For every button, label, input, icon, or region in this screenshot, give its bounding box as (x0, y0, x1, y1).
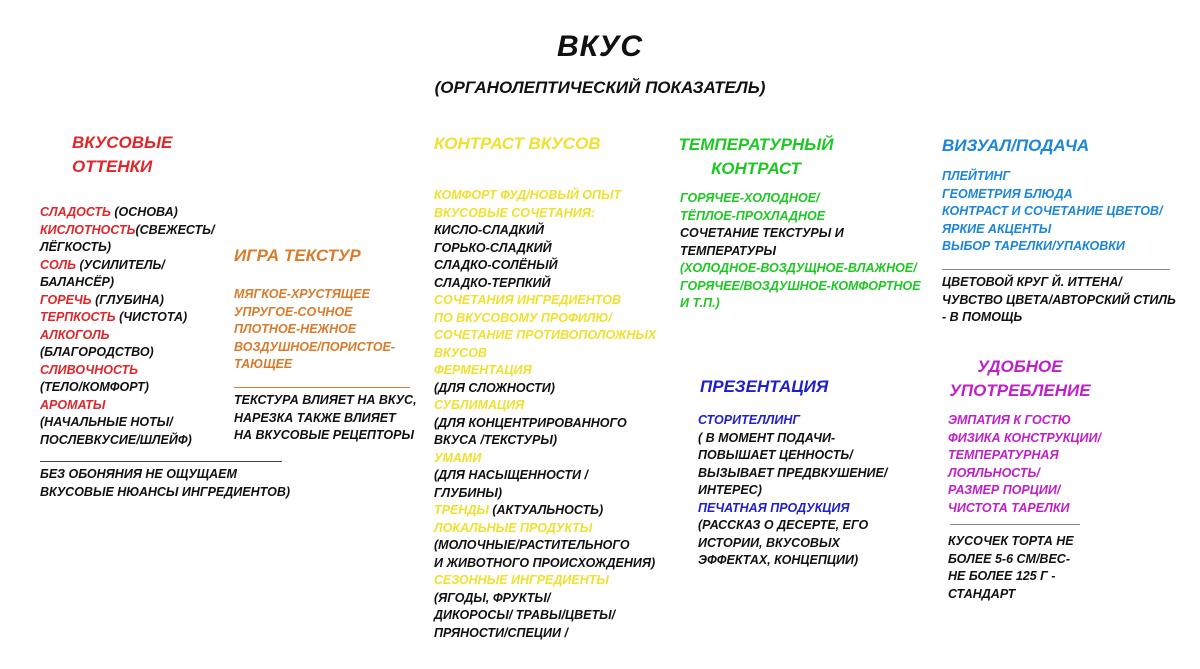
list-item: ТЕМПЕРАТУРНАЯ (948, 448, 1059, 462)
list-item: ГЕОМЕТРИЯ БЛЮДА (942, 186, 1073, 201)
list-item: ЯРКИЕ АКЦЕНТЫ (942, 221, 1052, 236)
divider (942, 269, 1170, 270)
text-segment: ЛОКАЛЬНЫЕ ПРОДУКТЫ (434, 520, 593, 535)
list-item (40, 274, 214, 292)
text-segment: (ДЛЯ КОНЦЕНТРИРОВАННОГО (434, 415, 627, 430)
text-segment: ТЕРПКОСТЬ (40, 310, 116, 324)
list-item (698, 430, 887, 448)
list-item: УПРУГОЕ-СОЧНОЕ (234, 304, 353, 319)
list-item (698, 412, 887, 430)
note-line: ТЕКСТУРА ВЛИЯЕТ НА ВКУС, (234, 393, 417, 407)
list-item (434, 520, 656, 538)
text-segment: КИСЛО-СЛАДКИЙ (434, 223, 544, 237)
list-item (434, 432, 656, 450)
list-item (434, 572, 656, 590)
list-item: КОНТРАСТ И СОЧЕТАНИЕ ЦВЕТОВ/ (942, 204, 1163, 218)
list-item (698, 535, 887, 553)
contrast-list (434, 187, 656, 642)
text-segment: АЛКОГОЛЬ (40, 327, 110, 342)
visual-note (942, 274, 1176, 327)
list-item (434, 485, 656, 503)
text-segment: ПОВЫШАЕТ ЦЕННОСТЬ/ (698, 448, 853, 462)
list-item (434, 467, 656, 485)
list-item (434, 292, 656, 310)
text-segment: (ТЕЛО/КОМФОРТ) (40, 380, 149, 394)
text-segment: СЕЗОННЫЕ ИНГРЕДИЕНТЫ (434, 573, 609, 587)
list-item (40, 309, 214, 327)
text-segment: ГОРЬКО-СЛАДКИЙ (434, 240, 552, 255)
text-segment: ПЕЧАТНАЯ ПРОДУКЦИЯ (698, 500, 850, 515)
text-segment: ЭФФЕКТАХ, КОНЦЕПЦИИ) (698, 553, 859, 567)
text-segment: ИСТОРИИ, ВКУСОВЫХ (698, 535, 840, 550)
list-item (680, 243, 921, 261)
list-item (434, 537, 656, 555)
text-segment: (МОЛОЧНЫЕ/РАСТИТЕЛЬНОГО (434, 538, 630, 552)
note-line: БЕЗ ОБОНЯНИЯ НЕ ОЩУЩАЕМ (40, 467, 237, 481)
list-item (434, 345, 656, 363)
text-segment: ИНТЕРЕС) (698, 483, 762, 497)
list-item: ПЛЕЙТИНГ (942, 169, 1011, 183)
list-item (698, 500, 887, 518)
heading-line: ТЕМПЕРАТУРНЫЙ (678, 135, 834, 154)
list-item (434, 502, 656, 520)
text-segment: ФЕРМЕНТАЦИЯ (434, 363, 532, 377)
note-line: - В ПОМОЩЬ (942, 310, 1023, 324)
taste-shades-heading (72, 131, 172, 179)
text-segment: СОЧЕТАНИЯ ИНГРЕДИЕНТОВ (434, 293, 622, 307)
list-item (698, 482, 887, 500)
text-segment: ТРЕНДЫ (434, 503, 489, 517)
list-item (40, 432, 214, 450)
text-segment: СЛАДКО-ТЕРПКИЙ (434, 275, 551, 290)
text-segment: И Т.П.) (680, 296, 720, 310)
divider (234, 387, 410, 388)
list-item (40, 239, 214, 257)
convenience-list (948, 412, 1101, 517)
page-title: ВКУС (556, 30, 644, 63)
heading-line: ОТТЕНКИ (72, 157, 153, 176)
taste-shades-note (40, 466, 290, 501)
text-segment: ГОРЕЧЬ (40, 292, 92, 307)
text-segment: (АКТУАЛЬНОСТЬ) (488, 503, 604, 517)
text-segment: БАЛАНСЁР) (40, 275, 115, 289)
text-segment: (НАЧАЛЬНЫЕ НОТЫ/ (40, 415, 173, 429)
list-item (698, 517, 887, 535)
list-item (434, 397, 656, 415)
text-segment: УМАМИ (434, 450, 482, 465)
text-segment: ВКУСОВ (434, 345, 487, 360)
list-item (434, 380, 656, 398)
convenience-heading (945, 355, 1095, 403)
list-item: ТАЮЩЕЕ (234, 357, 293, 371)
text-segment: ПРЯНОСТИ/СПЕЦИИ / (434, 625, 568, 640)
list-item: ВОЗДУШНОЕ/ПОРИСТОЕ- (234, 339, 396, 354)
text-segment: ЛЁГКОСТЬ) (40, 240, 112, 254)
divider (950, 524, 1080, 525)
list-item (680, 208, 921, 226)
text-segment: (СВЕЖЕСТЬ/ (135, 222, 215, 237)
text-segment: ДИКОРОСЫ/ ТРАВЫ/ЦВЕТЫ/ (434, 608, 616, 622)
list-item: ВЫБОР ТАРЕЛКИ/УПАКОВКИ (942, 239, 1125, 253)
list-item (434, 222, 656, 240)
texture-heading: ИГРА ТЕКСТУР (234, 246, 361, 265)
note-line: ЧУВСТВО ЦВЕТА/АВТОРСКИЙ СТИЛЬ (942, 292, 1176, 307)
contrast-heading: КОНТРАСТ ВКУСОВ (434, 134, 601, 153)
divider (40, 461, 282, 462)
list-item (434, 310, 656, 328)
text-segment: ( В МОМЕНТ ПОДАЧИ- (698, 430, 836, 445)
list-item (680, 225, 921, 243)
page-subtitle: (ОРГАНОЛЕПТИЧЕСКИЙ ПОКАЗАТЕЛЬ) (434, 78, 766, 97)
text-segment: КОМФОРТ ФУД/НОВЫЙ ОПЫТ (434, 188, 622, 202)
heading-line: УПОТРЕБЛЕНИЕ (949, 381, 1091, 400)
text-segment: СОЛЬ (40, 257, 77, 272)
temperature-list (680, 190, 921, 313)
note-line: СТАНДАРТ (948, 586, 1016, 601)
list-item (40, 204, 214, 222)
note-line: БОЛЕЕ 5-6 СМ/ВЕС- (948, 551, 1070, 566)
list-item: ЧИСТОТА ТАРЕЛКИ (948, 500, 1070, 515)
list-item (40, 257, 214, 275)
text-segment: ТЁПЛОЕ-ПРОХЛАДНОЕ (680, 208, 826, 223)
note-line: НА ВКУСОВЫЕ РЕЦЕПТОРЫ (234, 428, 414, 442)
note-line: НЕ БОЛЕЕ 125 Г - (948, 569, 1056, 583)
list-item (680, 278, 921, 296)
text-segment: (ОСНОВА) (110, 205, 178, 219)
list-item: ЭМПАТИЯ К ГОСТЮ (948, 413, 1071, 427)
list-item (698, 552, 887, 570)
taste-shades-list (40, 204, 214, 449)
list-item (40, 222, 214, 240)
text-segment: СЛАДКО-СОЛЁНЫЙ (434, 258, 558, 272)
list-item (434, 607, 656, 625)
text-segment: ТЕМПЕРАТУРЫ (680, 243, 776, 258)
note-line: ВКУСОВЫЕ НЮАНСЫ ИНГРЕДИЕНТОВ) (40, 484, 291, 499)
text-segment: СЛАДОСТЬ (40, 205, 111, 219)
text-segment: СУБЛИМАЦИЯ (434, 398, 525, 412)
text-segment: (БЛАГОРОДСТВО) (40, 345, 154, 359)
text-segment: ГОРЯЧЕЕ-ХОЛОДНОЕ/ (680, 191, 820, 205)
text-segment: ГОРЯЧЕЕ/ВОЗДУШНОЕ-КОМФОРТНОЕ (680, 278, 921, 293)
list-item (434, 590, 656, 608)
note-line: НАРЕЗКА ТАКЖЕ ВЛИЯЕТ (234, 410, 396, 425)
list-item (434, 362, 656, 380)
list-item (680, 295, 921, 313)
text-segment: ПО ВКУСОВОМУ ПРОФИЛЮ/ (434, 310, 612, 325)
list-item (434, 450, 656, 468)
list-item (434, 415, 656, 433)
list-item (680, 190, 921, 208)
text-segment: И ЖИВОТНОГО ПРОИСХОЖДЕНИЯ) (434, 555, 656, 570)
list-item: ЛОЯЛЬНОСТЬ/ (948, 465, 1040, 480)
text-segment: (ЧИСТОТА) (115, 310, 188, 324)
text-segment: (РАССКАЗ О ДЕСЕРТЕ, ЕГО (698, 518, 869, 532)
texture-note (234, 392, 417, 445)
list-item (434, 187, 656, 205)
list-item: МЯГКОЕ-ХРУСТЯЩЕЕ (234, 287, 370, 301)
list-item (40, 344, 214, 362)
text-segment: ВКУСОВЫЕ СОЧЕТАНИЯ: (434, 205, 595, 220)
list-item (40, 397, 214, 415)
list-item (40, 292, 214, 310)
text-segment: (ГЛУБИНА) (91, 292, 164, 307)
list-item (434, 555, 656, 573)
list-item (698, 465, 887, 483)
list-item (434, 327, 656, 345)
list-item: ФИЗИКА КОНСТРУКЦИИ/ (948, 430, 1101, 445)
heading-line: ВКУСОВЫЕ (72, 133, 173, 152)
text-segment: (ДЛЯ НАСЫЩЕННОСТИ / (434, 468, 588, 482)
text-segment: (ЯГОДЫ, ФРУКТЫ/ (434, 590, 551, 605)
list-item (40, 414, 214, 432)
text-segment: (ДЛЯ СЛОЖНОСТИ) (434, 380, 555, 395)
text-segment: СТОРИТЕЛЛИНГ (698, 413, 801, 427)
temperature-heading (676, 133, 836, 181)
list-item (434, 275, 656, 293)
text-segment: ВЫЗЫВАЕТ ПРЕДВКУШЕНИЕ/ (698, 465, 888, 480)
text-segment: ВКУСА /ТЕКСТУРЫ) (434, 433, 558, 447)
list-item (40, 327, 214, 345)
list-item (680, 260, 921, 278)
note-line: ЦВЕТОВОЙ КРУГ Й. ИТТЕНА/ (942, 275, 1122, 289)
presentation-list (698, 412, 887, 570)
visual-list (942, 168, 1162, 256)
text-segment: (ХОЛОДНОЕ-ВОЗДУЩНОЕ-ВЛАЖНОЕ/ (680, 261, 917, 275)
list-item (698, 447, 887, 465)
text-segment: ПОСЛЕВКУСИЕ/ШЛЕЙФ) (40, 432, 192, 447)
list-item (434, 625, 656, 643)
text-segment: АРОМАТЫ (40, 397, 106, 412)
heading-line: КОНТРАСТ (711, 159, 801, 178)
list-item (434, 205, 656, 223)
convenience-note (948, 533, 1074, 603)
list-item (434, 257, 656, 275)
note-line: КУСОЧЕК ТОРТА НЕ (948, 534, 1074, 548)
list-item: РАЗМЕР ПОРЦИИ/ (948, 483, 1061, 497)
text-segment: КИСЛОТНОСТЬ (40, 222, 136, 237)
text-segment: СОЧЕТАНИЕ ТЕКСТУРЫ И (680, 226, 844, 240)
heading-line: УДОБНОЕ (977, 357, 1063, 376)
list-item: ПЛОТНОЕ-НЕЖНОЕ (234, 322, 357, 336)
texture-list (234, 286, 395, 374)
list-item (40, 379, 214, 397)
visual-heading: ВИЗУАЛ/ПОДАЧА (942, 136, 1090, 155)
text-segment: (УСИЛИТЕЛЬ/ (76, 257, 165, 272)
list-item (434, 240, 656, 258)
text-segment: СЛИВОЧНОСТЬ (40, 362, 138, 377)
list-item (40, 362, 214, 380)
text-segment: СОЧЕТАНИЕ ПРОТИВОПОЛОЖНЫХ (434, 328, 657, 342)
presentation-heading: ПРЕЗЕНТАЦИЯ (700, 377, 829, 396)
text-segment: ГЛУБИНЫ) (434, 485, 503, 500)
